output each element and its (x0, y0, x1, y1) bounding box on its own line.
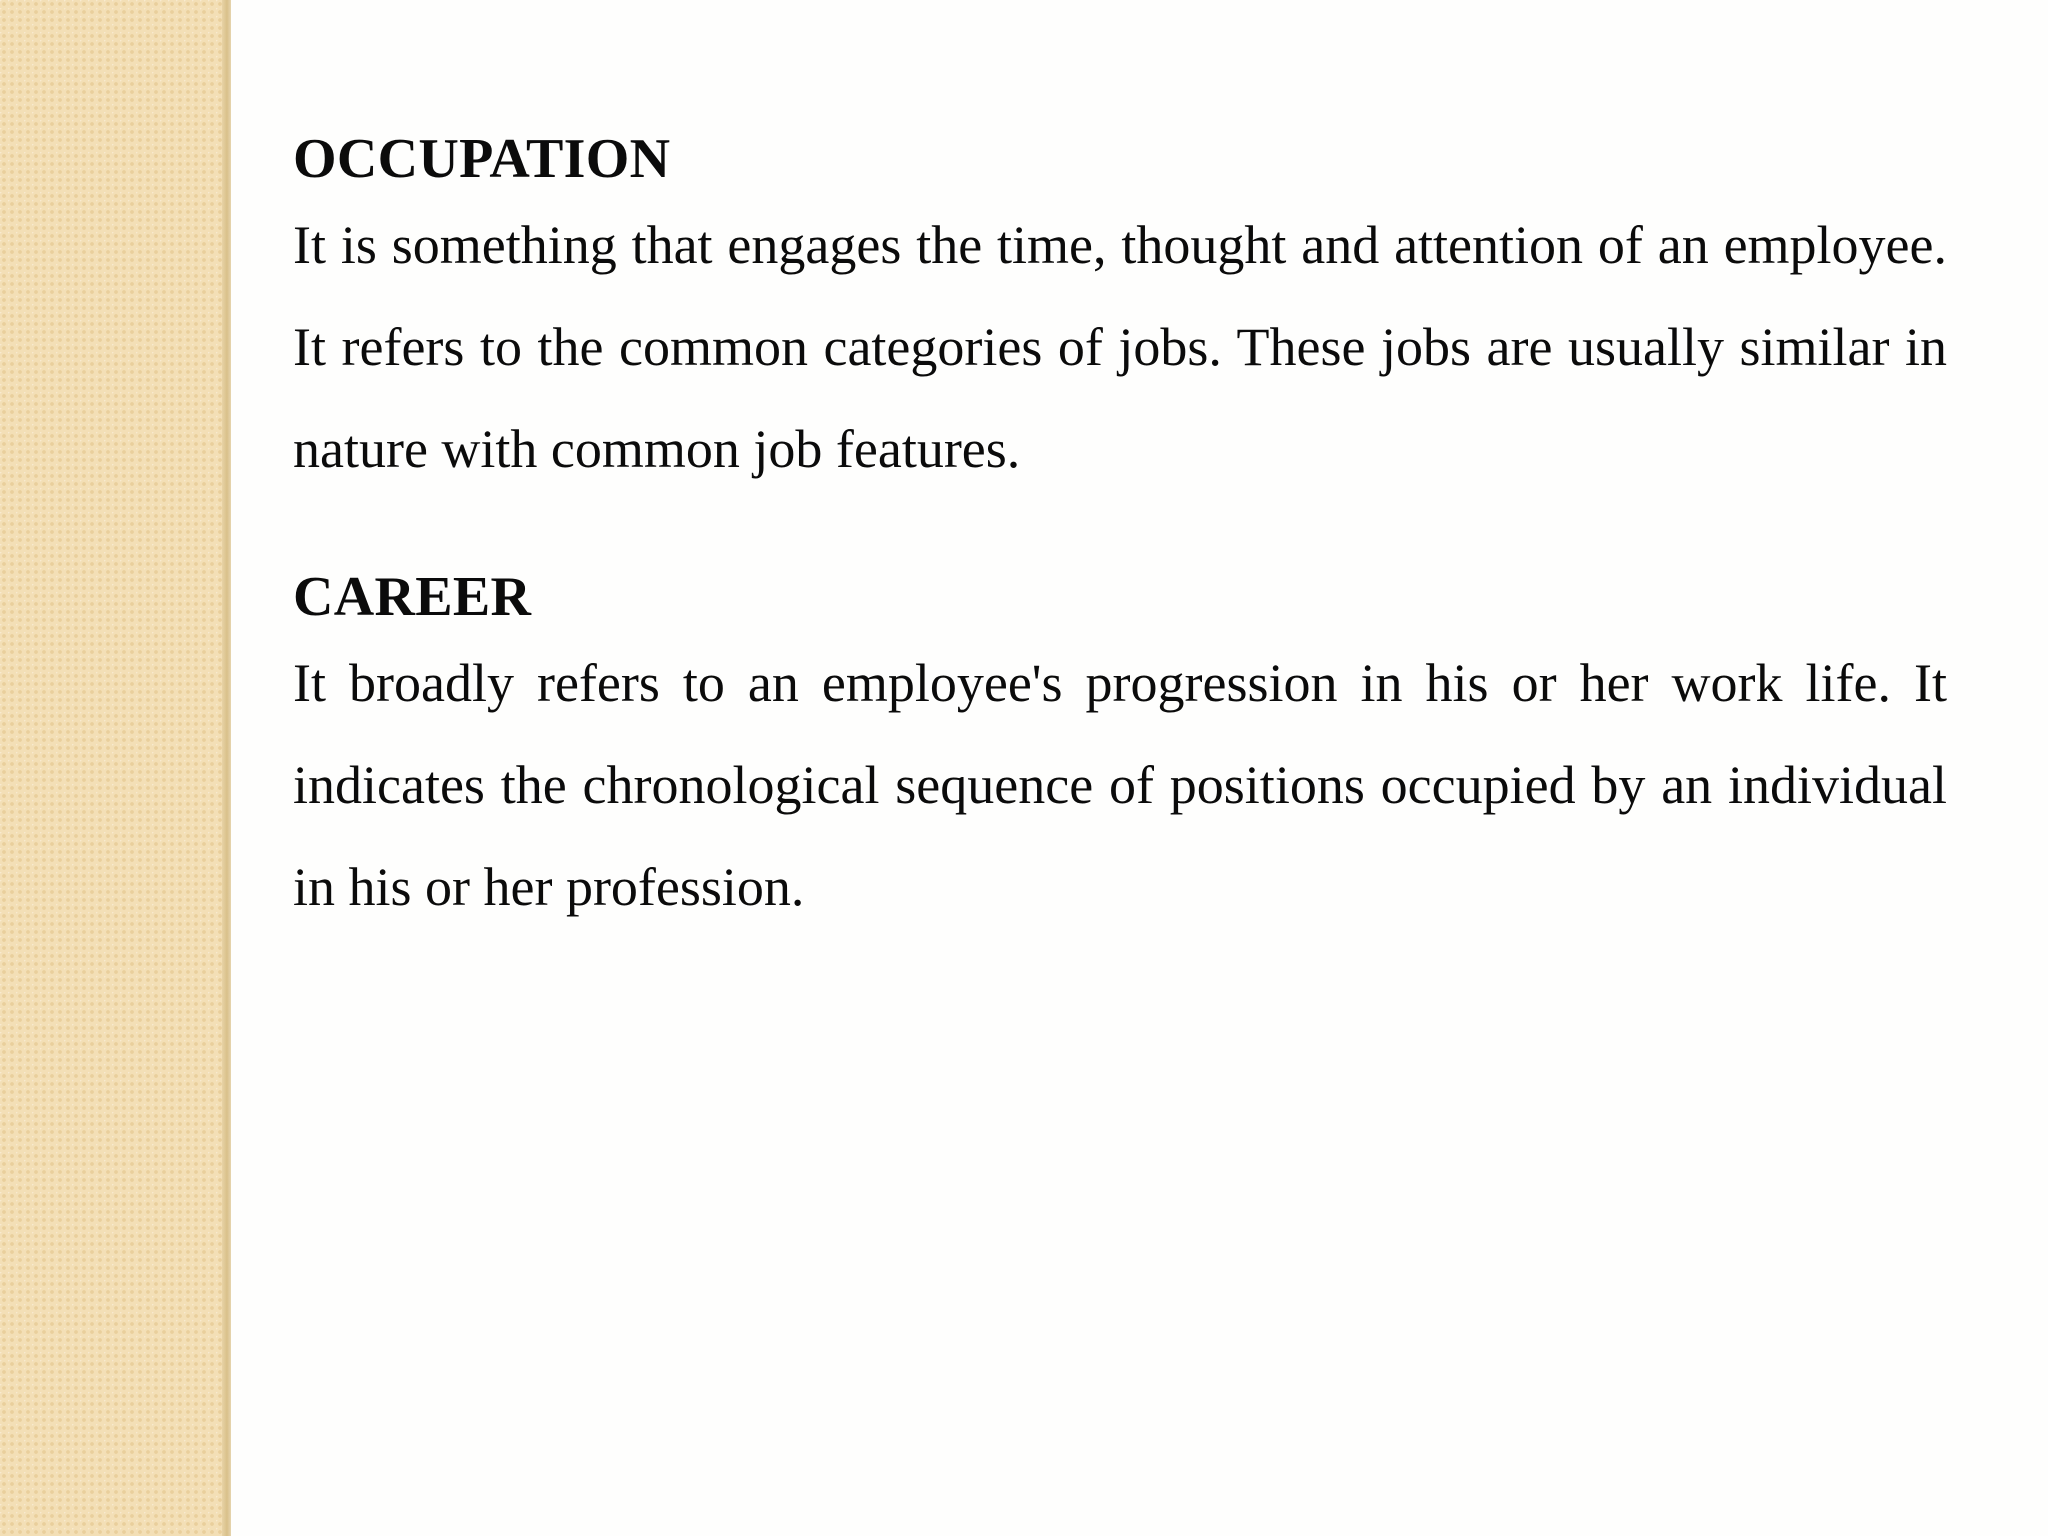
slide-content (293, 124, 1947, 938)
career-definition: It broadly refers to an employee's progression in his or her work life. It indicates the chronological sequence of positions occupied by an individual in his or her profession. (293, 653, 1947, 917)
career-section (293, 562, 1947, 938)
career-heading: CAREER (293, 566, 532, 628)
occupation-heading: OCCUPATION (293, 128, 671, 190)
occupation-definition: It is something that engages the time, thought and attention of an employee. It refers to the common categories of jobs. These jobs are usually similar in nature with common job features. (293, 215, 1947, 479)
occupation-section (293, 124, 1947, 500)
decorative-side-band (0, 0, 228, 1536)
side-band-edge (222, 0, 231, 1536)
